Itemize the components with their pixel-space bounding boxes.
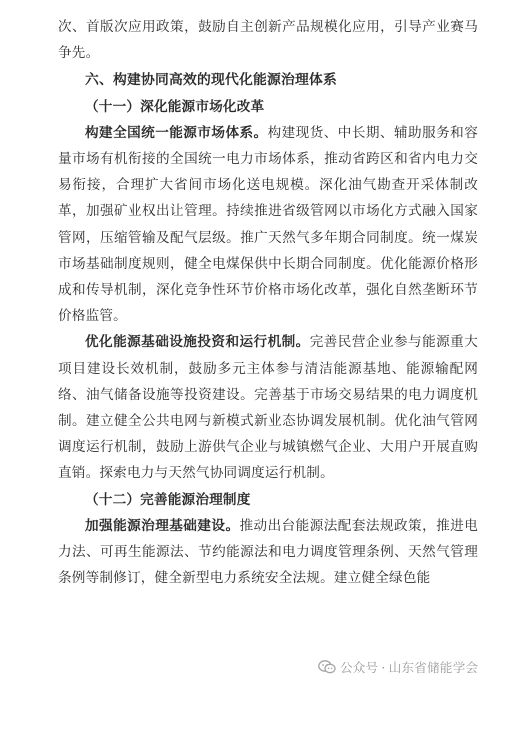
paragraph-lead: 加强能源治理基础建设。 [85,517,240,534]
paragraph-governance [58,513,478,592]
watermark-separator: · [381,659,386,675]
wechat-icon [318,660,336,674]
paragraph-lead: 构建全国统一能源市场体系。 [85,124,268,141]
subsection-heading-12: （十二）完善能源治理制度 [85,491,251,508]
paragraph-infrastructure [58,329,478,486]
paragraph-text: 推动出台能源法配套法规政策，推进电力法、可再生能源法、节约能源法和电力调度管理条例、天然气管理条例等制修订，健全新型电力系统安全法规。建立健全绿色能 [58,517,479,587]
wechat-watermark [318,657,478,677]
paragraph-lead: 优化能源基础设施投资和运行机制。 [85,334,310,351]
watermark-label: 公众号 [340,660,379,675]
section-heading-6: 六、构建协同高效的现代化能源治理体系 [85,72,337,89]
paragraph-text: 次、首版次应用政策，鼓励自主创新产品规模化应用，引导产业赛马争先。 [58,19,478,62]
subsection-heading-11: （十一）深化能源市场化改革 [85,98,265,115]
paragraph-energy-market [58,120,478,330]
paragraph-continuation [58,14,478,66]
watermark-account: 山东省储能学会 [388,660,479,675]
paragraph-text: 完善民营企业参与能源重大项目建设长效机制，鼓励多元主体参与清洁能源基地、能源输配网络、油气储备设施等投资建设。完善基于市场交易结果的电力调度机制。建立健全公共电网与新模式新业态协调发展机制。优化油气管网调度运行机制，鼓励上游供气企业与城镇燃气企业、大用户开展直购直销。探索电力与天然气协同调度运行机制。 [58,334,478,482]
paragraph-text: 构建现货、中长期、辅助服务和容量市场有机衔接的全国统一电力市场体系，推动省跨区和省内电力交易衔接，合理扩大省间市场化送电规模。深化油气勘查开采体制改革，加强矿业权出让管理。持续推进省级管网以市场化方式融入国家管网，压缩管输及配气层级。推广天然气多年期合同制度。统一煤炭市场基础制度规则，健全电煤保供中长期合同制度。优化能源价格形成和传导机制，深化竞争性环节价格市场化改革，强化自然垄断环节价格监管。 [58,124,478,325]
